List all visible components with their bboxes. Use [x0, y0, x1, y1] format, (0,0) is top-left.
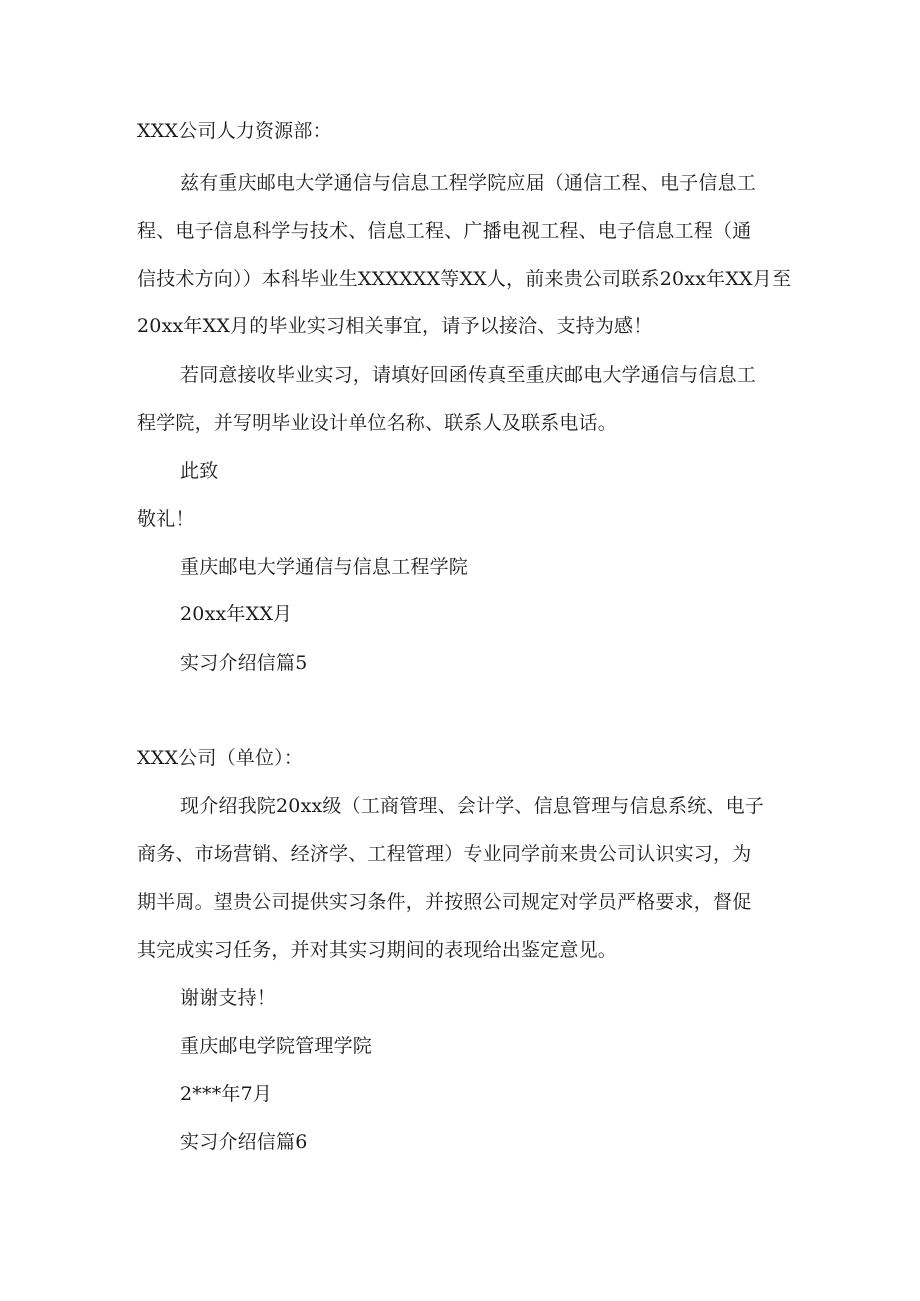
body-paragraph-line: 若同意接收毕业实习，请填好回函传真至重庆邮电大学通信与信息工	[180, 364, 757, 386]
body-paragraph-line: 商务、市场营销、经济学、工程管理）专业同学前来贵公司认识实习，为	[137, 843, 752, 865]
salutation: XXX公司人力资源部：	[137, 120, 332, 142]
section-heading: 实习介绍信篇5	[180, 652, 308, 674]
body-paragraph-line: 程学院，并写明毕业设计单位名称、联系人及联系电话。	[137, 412, 618, 434]
closing-line: 此致	[180, 460, 219, 482]
thanks-line: 谢谢支持！	[180, 987, 277, 1009]
body-paragraph-line: 期半周。望贵公司提供实习条件，并按照公司规定对学员严格要求，督促	[137, 891, 752, 913]
body-paragraph-line: 其完成实习任务，并对其实习期间的表现给出鉴定意见。	[137, 939, 618, 961]
body-paragraph-line: 现介绍我院20xx级（工商管理、会计学、信息管理与信息系统、电子	[180, 795, 765, 817]
salutation: XXX公司（单位）：	[137, 747, 304, 769]
signature: 重庆邮电大学通信与信息工程学院	[180, 556, 469, 578]
signature: 重庆邮电学院管理学院	[180, 1035, 373, 1057]
date: 2***年7月	[180, 1083, 273, 1105]
body-paragraph-line: 信技术方向））本科毕业生XXXXXX等XX人，前来贵公司联系20xx年XX月至	[137, 268, 792, 290]
body-paragraph-line: 兹有重庆邮电大学通信与信息工程学院应届（通信工程、电子信息工	[180, 172, 757, 194]
body-paragraph-line: 20xx年XX月的毕业实习相关事宜，请予以接洽、支持为感！	[137, 315, 653, 337]
closing-line: 敬礼！	[137, 508, 195, 530]
section-heading: 实习介绍信篇6	[180, 1131, 308, 1153]
body-paragraph-line: 程、电子信息科学与技术、信息工程、广播电视工程、电子信息工程（通	[137, 220, 752, 242]
date: 20xx年XX月	[180, 603, 293, 625]
